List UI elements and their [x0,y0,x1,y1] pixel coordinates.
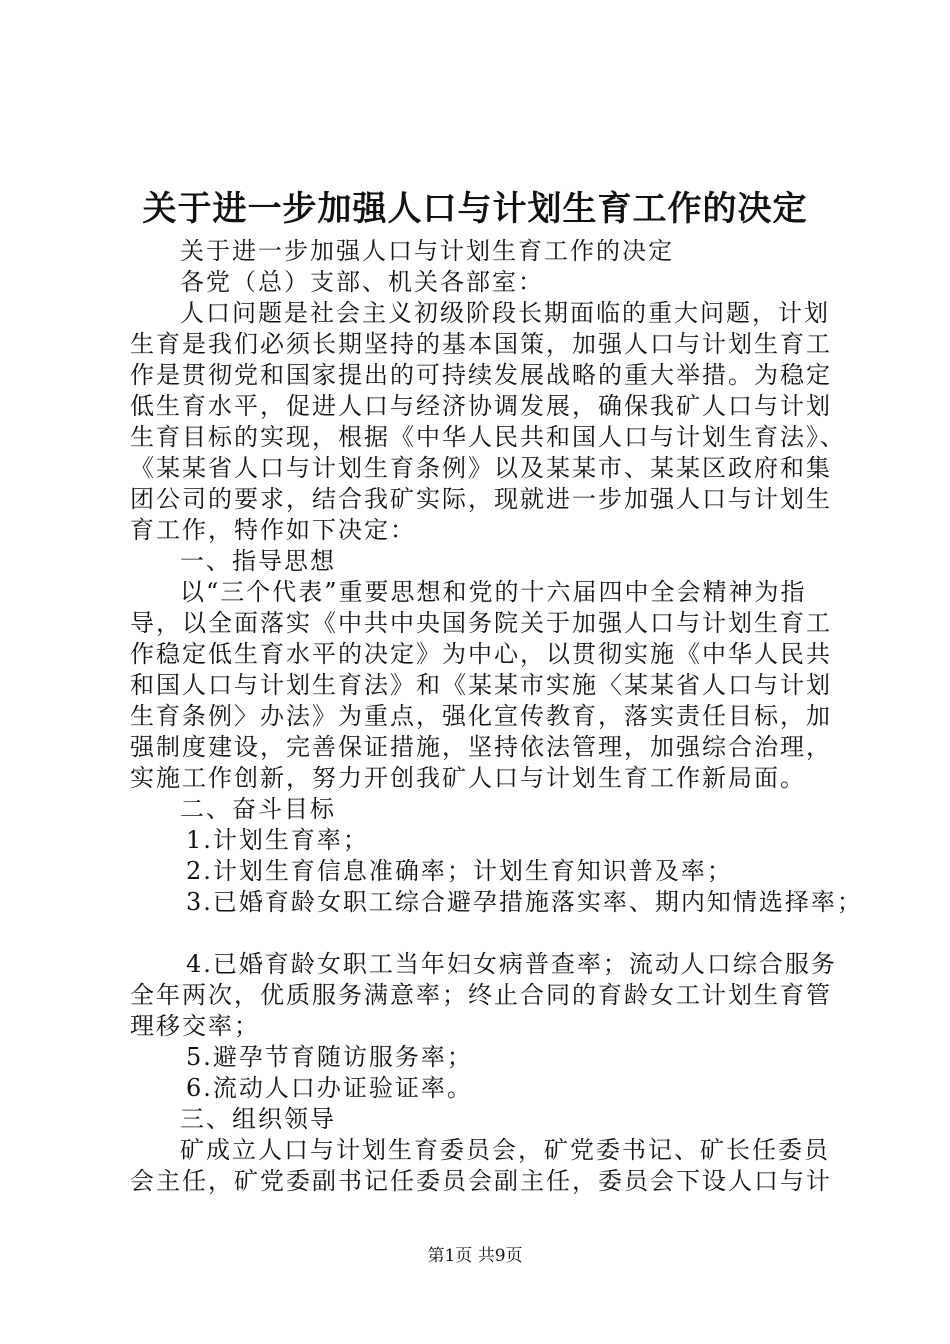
list-item: 4.已婚育龄女职工当年妇女病普查率；流动人口综合服务 [186,950,837,978]
paragraph-line: 实施工作创新，努力开创我矿人口与计划生育工作新局面。 [130,764,806,792]
paragraph-line: 全年两次，优质服务满意率；终止合同的育龄女工计划生育管 [130,981,832,1009]
section-heading: 三、组织领导 [180,1105,336,1133]
page-footer: 第1页 共9页 [427,1246,523,1266]
paragraph-line: 强制度建设，完善保证措施，坚持依法管理，加强综合治理， [130,733,832,761]
document-body [130,236,863,1197]
paragraph-line: 团公司的要求，结合我矿实际，现就进一步加强人口与计划生 [130,485,832,513]
list-item: 6.流动人口办证验证率。 [186,1074,473,1102]
subtitle-line: 关于进一步加强人口与计划生育工作的决定 [180,237,674,265]
paragraph-line: 导，以全面落实《中共中央国务院关于加强人口与计划生育工 [130,609,832,637]
paragraph-line: 矿成立人口与计划生育委员会，矿党委书记、矿长任委员 [180,1136,830,1164]
section-heading: 一、指导思想 [180,547,336,575]
paragraph-line: 生育目标的实现，根据《中华人民共和国人口与计划生育法》、 [130,423,846,451]
list-item: 5.避孕节育随访服务率； [186,1043,473,1071]
paragraph-line: 人口问题是社会主义初级阶段长期面临的重大问题，计划 [180,299,830,327]
paragraph-line: 作是贯彻党和国家提出的可持续发展战略的重大举措。为稳定 [130,361,832,389]
paragraph-line: 生育条例〉办法》为重点，强化宣传教育，落实责任目标，加 [130,702,832,730]
list-item: 1.计划生育率； [186,826,369,854]
paragraph-line: 和国人口与计划生育法》和《某某市实施〈某某省人口与计划 [130,671,832,699]
paragraph-line: 低生育水平，促进人口与经济协调发展，确保我矿人口与计划 [130,392,832,420]
list-item: 2.计划生育信息准确率；计划生育知识普及率； [186,857,733,885]
blank-line [130,918,830,949]
paragraph-line: 生育是我们必须长期坚持的基本国策，加强人口与计划生育工 [130,330,832,358]
paragraph-line: 会主任，矿党委副书记任委员会副主任，委员会下设人口与计 [130,1167,832,1195]
paragraph-line: 作稳定低生育水平的决定》为中心，以贯彻实施《中华人民共 [130,640,832,668]
document-title: 关于进一步加强人口与计划生育工作的决定 [142,189,808,229]
paragraph-line: 以“三个代表”重要思想和党的十六届四中全会精神为指 [180,578,807,606]
list-item: 3.已婚育龄女职工综合避孕措施落实率、期内知情选择率； [186,888,863,916]
section-heading: 二、奋斗目标 [180,795,336,823]
paragraph-line: 《某某省人口与计划生育条例》以及某某市、某某区政府和集 [130,454,832,482]
paragraph-line: 理移交率； [130,1012,260,1040]
salutation-line: 各党（总）支部、机关各部室： [180,268,544,296]
paragraph-line: 育工作，特作如下决定： [130,516,416,544]
